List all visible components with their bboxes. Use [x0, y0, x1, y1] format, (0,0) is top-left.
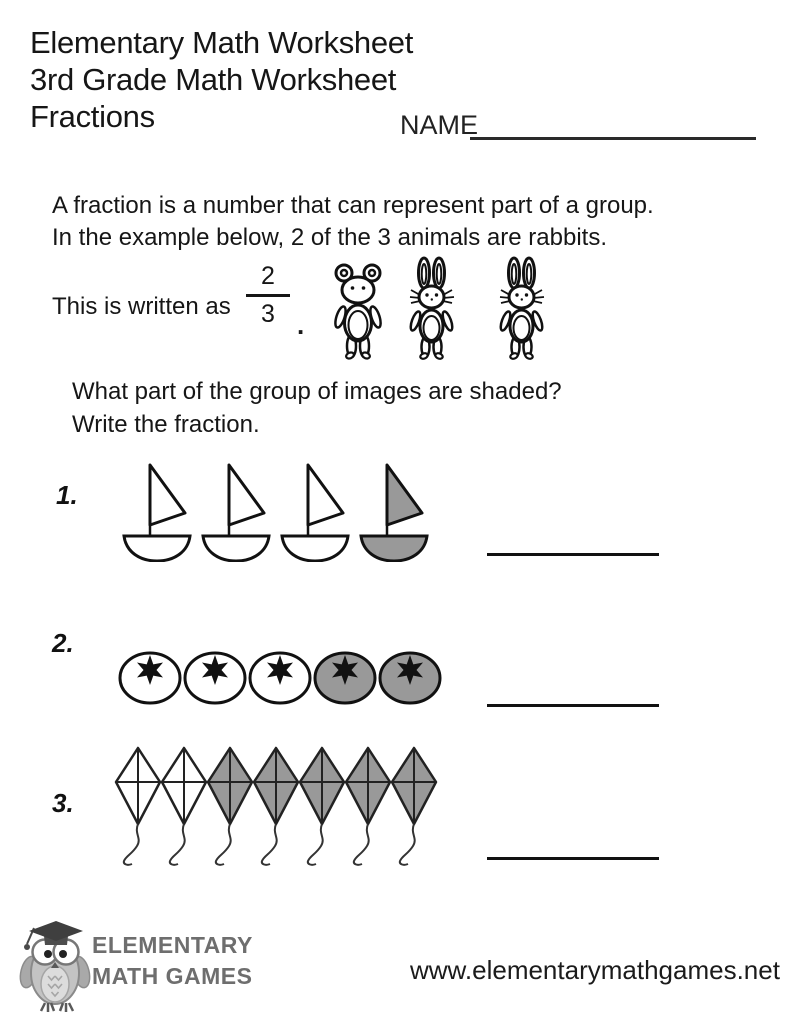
kite-shape-shaded — [343, 742, 393, 866]
bear-icon — [333, 260, 383, 360]
question-1-shapes — [122, 462, 438, 562]
logo-wordmark — [92, 930, 253, 992]
logo-line2: MATH GAMES — [92, 963, 253, 989]
question-prompt — [72, 376, 562, 441]
fraction-numerator: 2 — [246, 262, 290, 297]
sailboat-shape-white — [201, 462, 271, 562]
name-blank-line[interactable] — [470, 137, 756, 140]
intro-line1: A fraction is a number that can represent part of a group. — [52, 192, 654, 219]
kite-shape-shaded — [389, 742, 439, 866]
kite-shape-shaded — [297, 742, 347, 866]
rabbit-icon — [499, 256, 545, 360]
example-animals-row — [333, 256, 545, 360]
owl-graduate-icon — [18, 914, 92, 1014]
question-1-answer-line[interactable] — [487, 553, 659, 556]
starball-shape-shaded — [377, 650, 443, 706]
starball-shape-white — [182, 650, 248, 706]
starball-shape-white — [247, 650, 313, 706]
kite-shape-white — [113, 742, 163, 866]
prompt-line1: What part of the group of images are shaded? — [72, 378, 562, 405]
question-1-number: 1. — [56, 480, 78, 510]
question-3-answer-line[interactable] — [487, 857, 659, 860]
name-label: NAME — [400, 110, 479, 140]
question-2-answer-line[interactable] — [487, 704, 659, 707]
kite-shape-shaded — [251, 742, 301, 866]
page-subject: Fractions — [30, 99, 155, 134]
sentence-period: . — [297, 310, 305, 340]
page-title-line1: Elementary Math Worksheet — [30, 25, 414, 60]
question-2-shapes — [117, 650, 442, 706]
sailboat-shape-white — [122, 462, 192, 562]
kite-shape-shaded — [205, 742, 255, 866]
prompt-line2: Write the fraction. — [72, 410, 260, 438]
starball-shape-white — [117, 650, 183, 706]
sailboat-shape-shaded — [359, 462, 429, 562]
fraction-denominator: 3 — [261, 300, 275, 328]
starball-shape-shaded — [312, 650, 378, 706]
kite-shape-white — [159, 742, 209, 866]
question-2-number: 2. — [52, 628, 74, 658]
page-title-line2: 3rd Grade Math Worksheet — [30, 62, 397, 97]
example-fraction — [246, 262, 290, 329]
intro-line2: In the example below, 2 of the 3 animals are rabbits. — [52, 223, 607, 251]
question-3-shapes — [113, 742, 435, 866]
intro-paragraph — [52, 190, 654, 253]
logo-line1: ELEMENTARY — [92, 932, 253, 958]
sailboat-shape-white — [280, 462, 350, 562]
written-as-text: This is written as — [52, 293, 231, 320]
site-url: www.elementarymathgames.net — [410, 955, 780, 985]
worksheet-header — [30, 24, 413, 135]
question-3-number: 3. — [52, 788, 74, 818]
rabbit-icon — [409, 256, 455, 360]
